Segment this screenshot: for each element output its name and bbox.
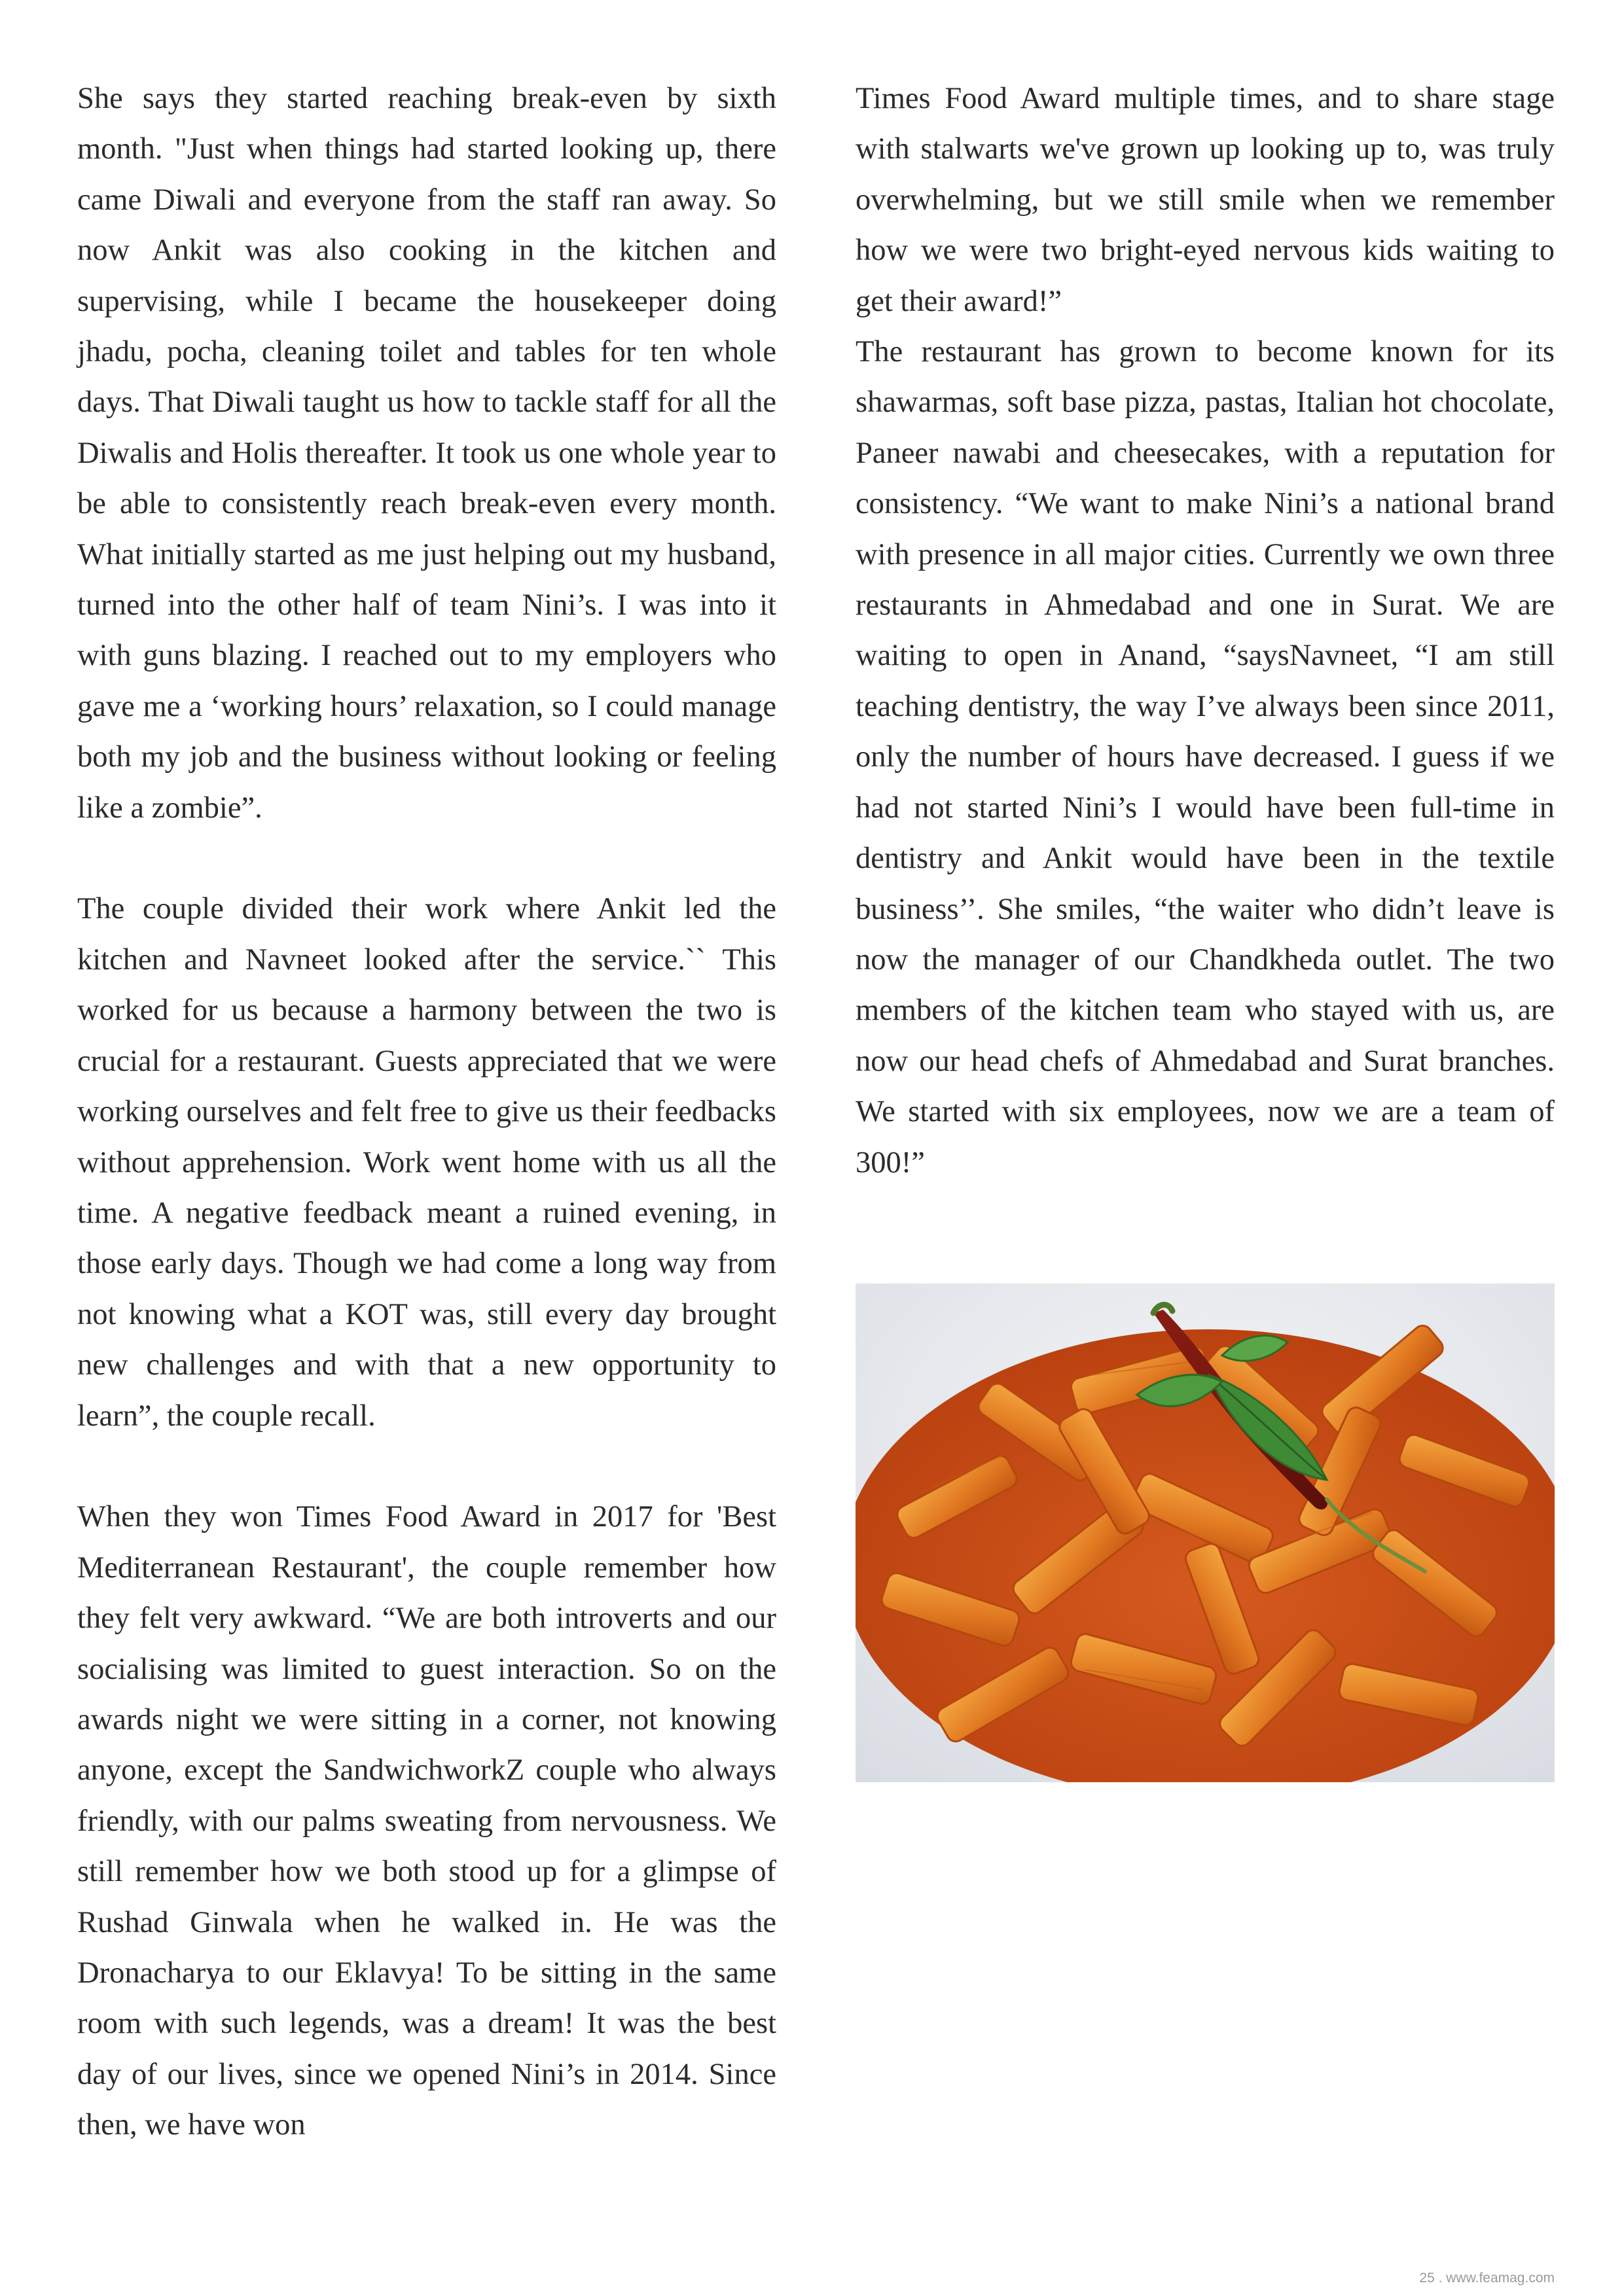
page-footer: 25 . www.feamag.com [1419, 2270, 1555, 2286]
pasta-photo [856, 1283, 1555, 1782]
left-text-column [77, 73, 776, 2151]
paragraph-division-of-work: The couple divided their work where Ankit led the kitchen and Navneet looked after the service.`` This worked for us because a harmony between the two is crucial for a restaurant. Guests appreciated that we were working ourselves and felt free to give us their feedbacks without apprehension. Work went home with us all the time. A negative feedback meant a ruined evening, in those early days. Though we had come a long way from not knowing what a KOT was, still every day brought new challenges and with that a new opportunity to learn”, the couple recall. [77, 892, 776, 1433]
paragraph-restaurant-growth: The restaurant has grown to become known for its shawarmas, soft base pizza, pastas, Italian hot chocolate, Paneer nawabi and cheesecakes, with a reputation for consistency. “We want to make Nini’s a national brand with presence in all major cities. Currently we own three restaurants in Ahmedabad and one in Surat. We are waiting to open in Anand, “saysNavneet, “I am still teaching dentistry, the way I’ve always been since 2011, only the number of hours have decreased. I guess if we had not started Nini’s I would have been full-time in dentistry and Ankit would have been in the textile business’’. She smiles, “the waiter who didn’t leave is now the manager of our Chandkheda outlet. The two members of the kitchen team who stayed with us, are now our head chefs of Ahmedabad and Surat branches. We started with six employees, now we are a team of 300!” [856, 335, 1555, 1179]
paragraph-break-even: She says they started reaching break-even by sixth month. "Just when things had started looking up, there came Diwali and everyone from the staff ran away. So now Ankit was also cooking in the kitchen and supervising, while I became the housekeeper doing jhadu, pocha, cleaning toilet and tables for ten whole days. That Diwali taught us how to tackle staff for all the Diwalis and Holis thereafter. It took us one whole year to be able to consistently reach break-even every month. What initially started as me just helping out my husband, turned into the other half of team Nini’s. I was into it with guns blazing. I reached out to my employers who gave me a ‘working hours’ relaxation, so I could manage both my job and the business without looking or feeling like a zombie”. [77, 82, 776, 825]
paragraph-award-continued: Times Food Award multiple times, and to share stage with stalwarts we've grown up looking up to, was truly overwhelming, but we still smile when we remember how we were two bright-eyed nervous kids waiting to get their award!” [856, 82, 1555, 318]
paragraph-times-food-award: When they won Times Food Award in 2017 for 'Best Mediterranean Restaurant', the couple remember how they felt very awkward. “We are both introverts and our socialising was limited to guest interaction. So on the awards night we were sitting in a corner, not knowing anyone, except the SandwichworkZ couple who always friendly, with our palms sweating from nervousness. We still remember how we both stood up for a glimpse of Rushad Ginwala when he walked in. He was the Dronacharya to our Eklavya! To be sitting in the same room with such legends, was a dream! It was the best day of our lives, since we opened Nini’s in 2014. Since then, we have won [77, 1500, 776, 2142]
right-text-column [856, 73, 1555, 1188]
